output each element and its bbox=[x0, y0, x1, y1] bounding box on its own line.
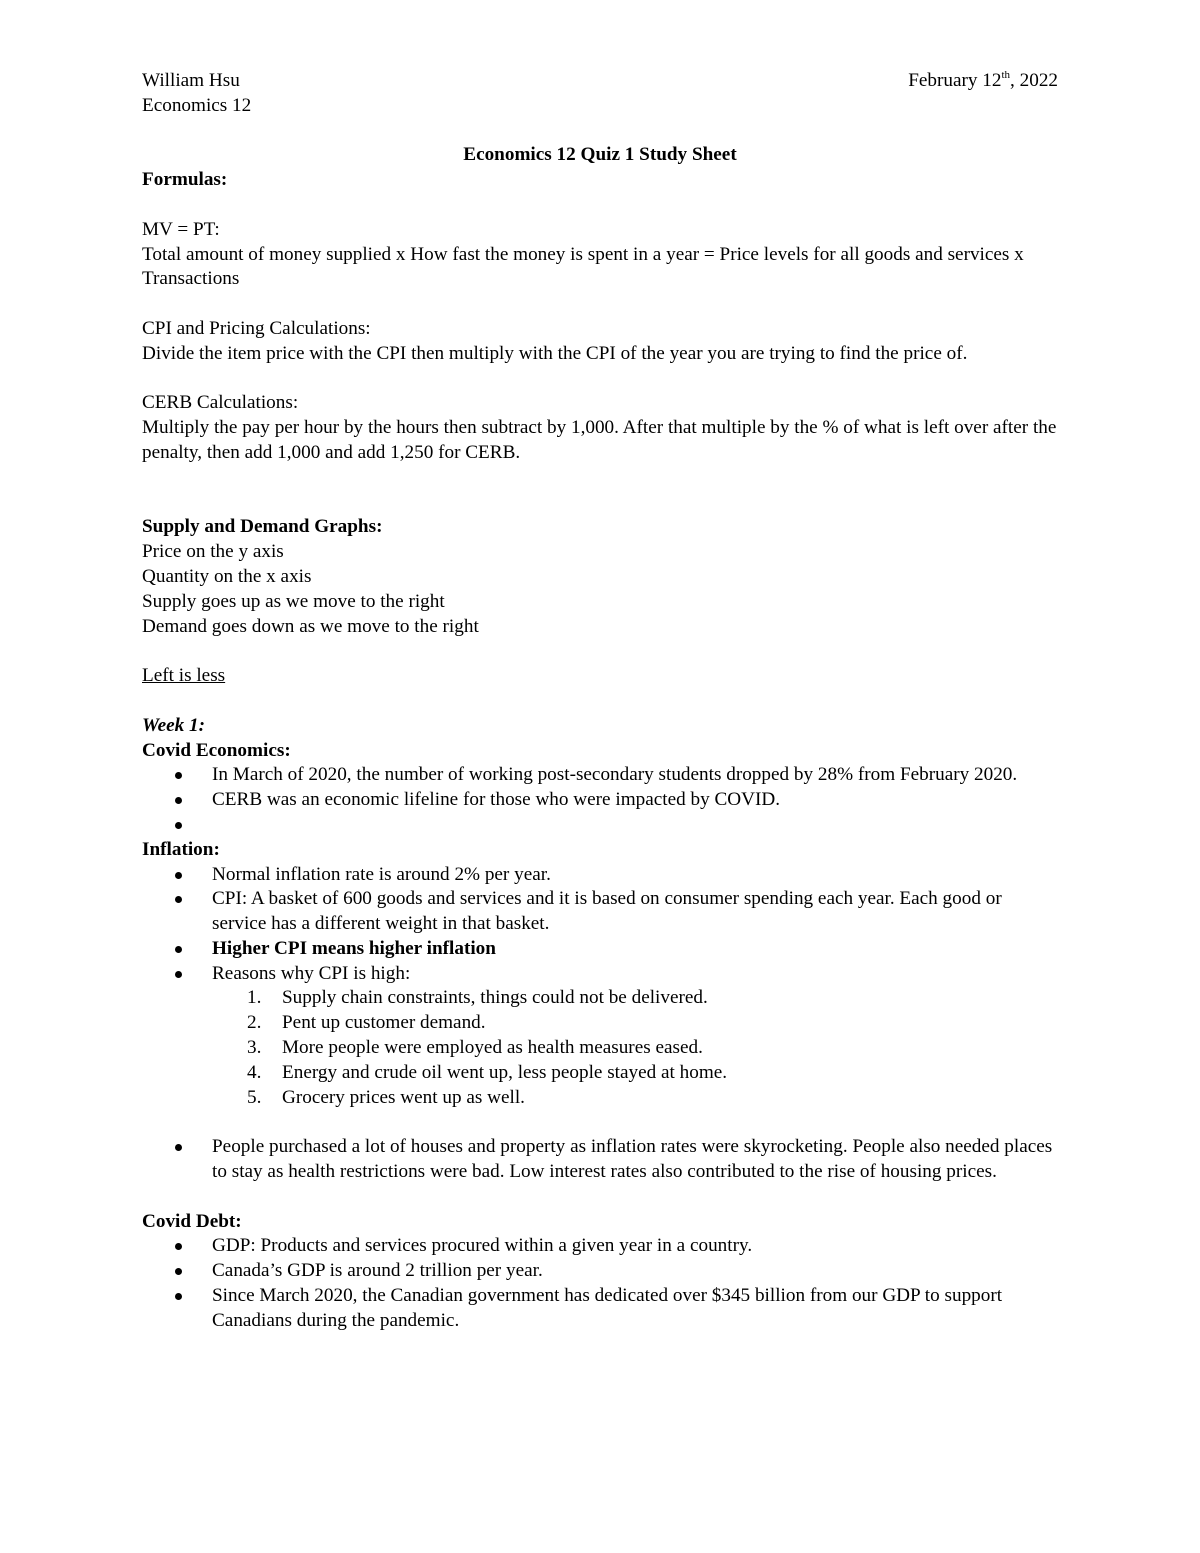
covid-economics-heading: Covid Economics: bbox=[142, 739, 291, 761]
page-title: Economics 12 Quiz 1 Study Sheet bbox=[463, 144, 737, 166]
inflation-heading: Inflation: bbox=[142, 838, 220, 860]
list-item: Higher CPI means higher inflation bbox=[142, 937, 1058, 962]
bullet-icon bbox=[175, 1268, 182, 1275]
covid-economics-list bbox=[142, 763, 1058, 837]
numbered-item: 1. Supply chain constraints, things could not be delivered. bbox=[247, 987, 708, 1009]
supply-demand-line: Supply goes up as we move to the right bbox=[142, 590, 445, 612]
document-page bbox=[142, 69, 1058, 1334]
supply-demand-line: Quantity on the x axis bbox=[142, 565, 312, 587]
supply-demand-line: Demand goes down as we move to the right bbox=[142, 615, 479, 637]
covid-debt-heading: Covid Debt: bbox=[142, 1210, 242, 1232]
numbered-item: 2. Pent up customer demand. bbox=[247, 1012, 486, 1034]
bullet-icon bbox=[175, 1243, 182, 1250]
week-heading: Week 1: bbox=[142, 714, 206, 736]
cerb-calc-text: Multiply the pay per hour by the hours then subtract by 1,000. After that multiple by the % of what is left over after the penalty, then add 1,000 and add 1,250 for CERB. bbox=[142, 417, 1057, 463]
mv-formula-label: MV = PT: bbox=[142, 218, 220, 240]
list-item: Reasons why CPI is high: 1. Supply chain constraints, things could not be delivered. 2. Pent up customer demand. 3. More people were employed as health measures eased. 4. Energy and crude oil went up, less people stayed at home. 5. Grocery prices went up as well. bbox=[142, 962, 1058, 1111]
list-item bbox=[142, 813, 1058, 838]
bullet-icon bbox=[175, 946, 182, 953]
list-item: In March of 2020, the number of working post-secondary students dropped by 28% from February 2020. bbox=[142, 763, 1058, 788]
inflation-list bbox=[142, 863, 1058, 1111]
list-item: CERB was an economic lifeline for those who were impacted by COVID. bbox=[142, 788, 1058, 813]
numbered-item: 3. More people were employed as health measures eased. bbox=[247, 1037, 703, 1059]
housing-list bbox=[142, 1135, 1058, 1185]
course-name: Economics 12 bbox=[142, 94, 252, 116]
mv-formula-text: Total amount of money supplied x How fast the money is spent in a year = Price levels for all goods and services x Transactions bbox=[142, 243, 1024, 290]
bullet-icon bbox=[175, 772, 182, 779]
bullet-icon bbox=[175, 896, 182, 903]
supply-demand-line: Price on the y axis bbox=[142, 541, 284, 563]
cerb-calc-label: CERB Calculations: bbox=[142, 392, 299, 414]
numbered-item: 5. Grocery prices went up as well. bbox=[247, 1086, 525, 1108]
list-item: CPI: A basket of 600 goods and services and it is based on consumer spending each year. Each good or service has a different weight in that basket. bbox=[142, 887, 1058, 937]
list-item: Since March 2020, the Canadian government has dedicated over $345 billion from our GDP to support Canadians during the pandemic. bbox=[142, 1284, 1058, 1334]
author-name: William Hsu bbox=[142, 70, 240, 91]
bullet-icon bbox=[175, 1293, 182, 1300]
bullet-icon bbox=[175, 822, 182, 829]
list-item: People purchased a lot of houses and property as inflation rates were skyrocketing. People also needed places to stay as health restrictions were bad. Low interest rates also contributed to the rise of housing prices. bbox=[142, 1135, 1058, 1185]
bullet-icon bbox=[175, 1144, 182, 1151]
covid-debt-list bbox=[142, 1234, 1058, 1333]
left-is-less-note: Left is less bbox=[142, 665, 226, 687]
supply-demand-heading: Supply and Demand Graphs: bbox=[142, 516, 383, 538]
cpi-calc-label: CPI and Pricing Calculations: bbox=[142, 317, 371, 339]
list-item: Canada’s GDP is around 2 trillion per year. bbox=[142, 1259, 1058, 1284]
numbered-item: 4. Energy and crude oil went up, less people stayed at home. bbox=[247, 1061, 728, 1083]
header-row bbox=[142, 69, 1058, 94]
list-item: GDP: Products and services procured within a given year in a country. bbox=[142, 1234, 1058, 1259]
bullet-icon bbox=[175, 971, 182, 978]
document-date: February 12th, 2022 bbox=[908, 68, 1058, 91]
list-item: Normal inflation rate is around 2% per year. bbox=[142, 863, 1058, 888]
bullet-icon bbox=[175, 797, 182, 804]
cpi-reasons-list bbox=[212, 986, 1058, 1110]
formulas-heading: Formulas: bbox=[142, 169, 228, 191]
cpi-calc-text: Divide the item price with the CPI then multiply with the CPI of the year you are trying to find the price of. bbox=[142, 342, 968, 364]
bullet-icon bbox=[175, 872, 182, 879]
